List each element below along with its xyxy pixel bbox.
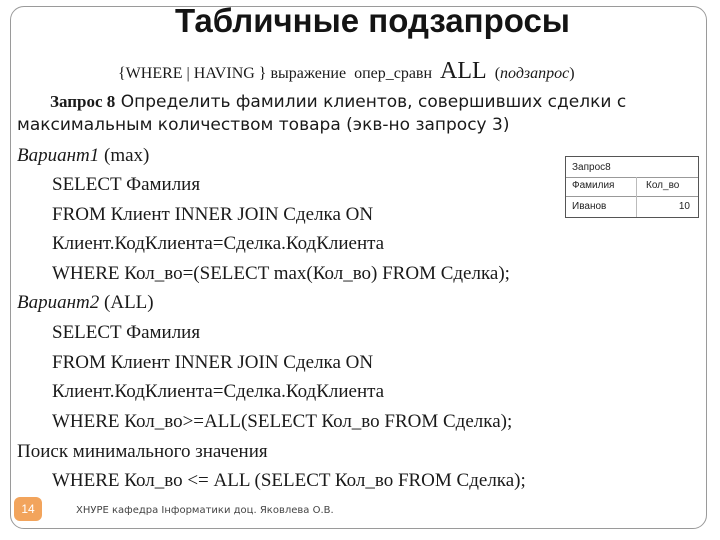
variant1-label: Вариант1: [17, 145, 100, 166]
min-search-line: WHERE Кол_во <= ALL (SELECT Кол_во FROM Сделка);: [52, 470, 526, 491]
result-table: [565, 156, 699, 218]
variant1-line-4: WHERE Кол_во=(SELECT max(Кол_во) FROM Сделка);: [52, 263, 510, 284]
syntax-clause: {WHERE | HAVING }: [118, 65, 267, 82]
variant2-line-4: WHERE Кол_во>=ALL(SELECT Кол_во FROM Сделка);: [52, 411, 513, 432]
variant2-line-2: FROM Клиент INNER JOIN Сделка ON: [52, 352, 374, 373]
variant2-line-3: Клиент.КодКлиента=Сделка.КодКлиента: [52, 381, 385, 402]
query-text-1: Определить фамилии клиентов, совершивших сделки с: [120, 92, 627, 112]
syntax-line: {WHERE | HAVING } выражение опер_сравн ALL (подзапрос): [118, 58, 575, 84]
footer-text: ХНУРЕ кафедра Інформатики доц. Яковлева О.В.: [76, 505, 334, 516]
slide-title: Табличные подзапросы: [175, 2, 570, 39]
syntax-operator: опер_сравн: [354, 65, 433, 82]
result-table-title: Запрос8: [572, 162, 611, 173]
result-col-quantity: Кол_во: [646, 180, 680, 191]
variant1-heading: [17, 145, 149, 167]
query-line-1: [50, 92, 626, 112]
variant1-line-3: Клиент.КодКлиента=Сделка.КодКлиента: [52, 233, 385, 254]
result-cell-surname: Иванов: [572, 201, 607, 212]
variant2-label: Вариант2: [17, 292, 100, 313]
variant1-line-1: SELECT Фамилия: [52, 174, 201, 195]
variant1-line-2: FROM Клиент INNER JOIN Сделка ON: [52, 204, 374, 225]
page-number: 14: [14, 497, 42, 521]
result-table-divider: [636, 177, 637, 217]
syntax-all: ALL: [440, 58, 487, 84]
query-label: Запрос 8: [50, 92, 116, 111]
variant2-suffix: (ALL): [104, 292, 154, 313]
variant1-suffix: (max): [104, 145, 150, 166]
syntax-subquery: подзапрос: [500, 65, 570, 82]
result-cell-quantity: 10: [678, 201, 690, 212]
query-text-2: максимальным количеством товара (экв-но запросу 3): [17, 115, 510, 135]
result-col-surname: Фамилия: [572, 180, 615, 191]
variant2-line-1: SELECT Фамилия: [52, 322, 201, 343]
syntax-expression: выражение: [270, 65, 347, 82]
variant2-heading: [17, 292, 154, 314]
min-search-label: Поиск минимального значения: [17, 441, 268, 462]
